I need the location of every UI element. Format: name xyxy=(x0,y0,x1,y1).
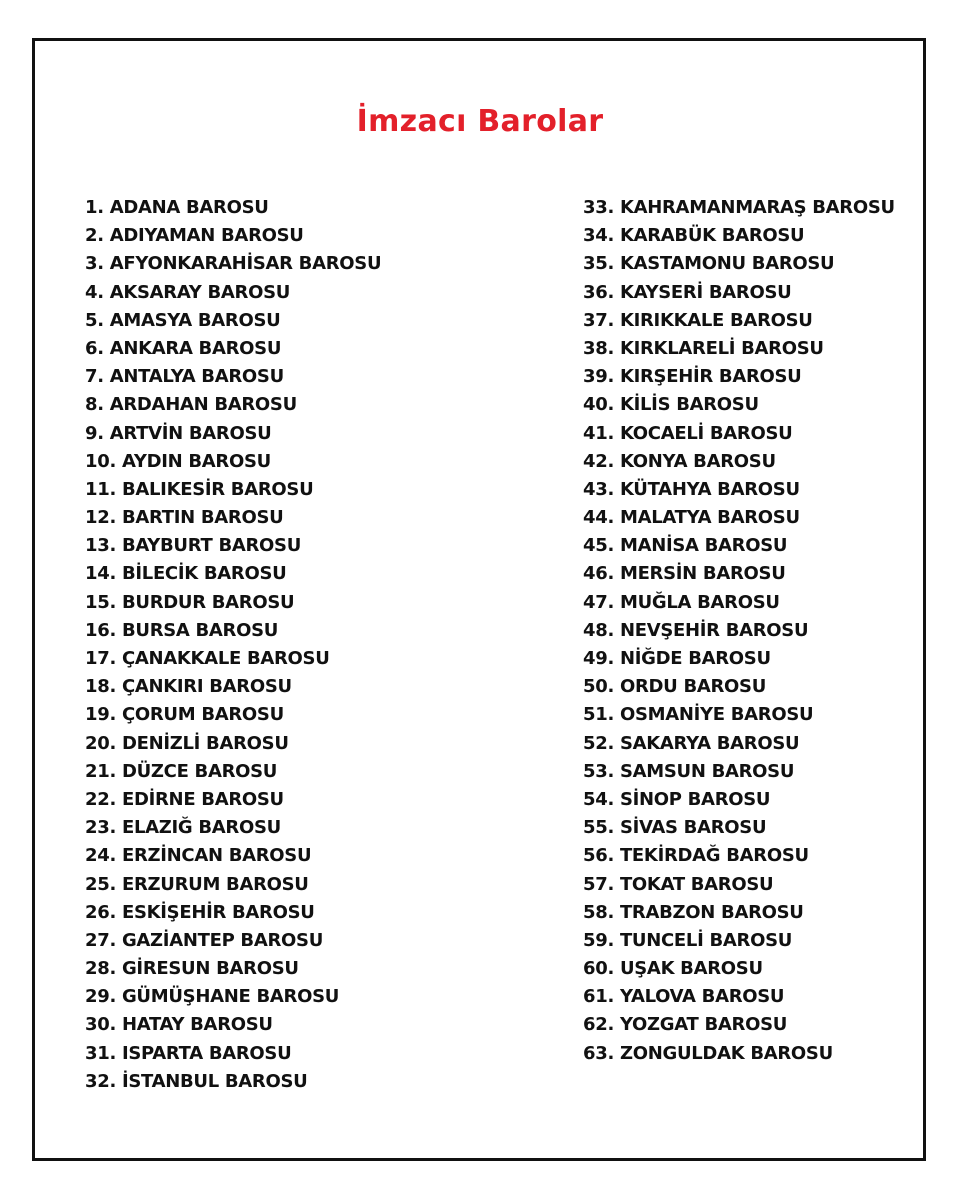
list-item: 5. AMASYA BAROSU xyxy=(85,309,281,331)
list-item: 23. ELAZIĞ BAROSU xyxy=(85,817,281,839)
list-item: 44. MALATYA BAROSU xyxy=(583,507,800,529)
list-item: 11. BALIKESİR BAROSU xyxy=(85,478,314,500)
list-item: 30. HATAY BAROSU xyxy=(85,1014,273,1036)
list-item: 48. NEVŞEHİR BAROSU xyxy=(583,619,809,641)
list-item: 28. GİRESUN BAROSU xyxy=(85,958,299,980)
list-item: 25. ERZURUM BAROSU xyxy=(85,873,309,895)
list-item: 20. DENİZLİ BAROSU xyxy=(85,732,289,754)
page-title: İmzacı Barolar xyxy=(356,104,604,140)
bar-list-left-column xyxy=(85,194,381,1096)
list-item: 62. YOZGAT BAROSU xyxy=(583,1014,788,1036)
list-item: 40. KİLİS BAROSU xyxy=(583,394,759,416)
list-item: 53. SAMSUN BAROSU xyxy=(583,760,795,782)
list-item: 38. KIRKLARELİ BAROSU xyxy=(583,337,824,359)
list-item: 63. ZONGULDAK BAROSU xyxy=(583,1042,833,1064)
list-item: 6. ANKARA BAROSU xyxy=(85,337,282,359)
list-item: 31. ISPARTA BAROSU xyxy=(85,1042,292,1064)
list-item: 19. ÇORUM BAROSU xyxy=(85,704,284,726)
list-item: 61. YALOVA BAROSU xyxy=(583,986,785,1008)
bar-list-right-column xyxy=(583,194,895,1068)
list-item: 17. ÇANAKKALE BAROSU xyxy=(85,648,330,669)
list-item: 15. BURDUR BAROSU xyxy=(85,591,295,613)
list-item: 35. KASTAMONU BAROSU xyxy=(583,253,835,275)
list-item: 14. BİLECİK BAROSU xyxy=(85,563,287,585)
list-item: 12. BARTIN BAROSU xyxy=(85,507,284,529)
list-item: 1. ADANA BAROSU xyxy=(85,197,269,218)
list-item: 54. SİNOP BAROSU xyxy=(583,788,771,810)
list-item: 41. KOCAELİ BAROSU xyxy=(583,422,793,444)
list-item: 55. SİVAS BAROSU xyxy=(583,817,767,839)
list-item: 56. TEKİRDAĞ BAROSU xyxy=(583,845,809,867)
list-item: 46. MERSİN BAROSU xyxy=(583,563,786,585)
list-item: 7. ANTALYA BAROSU xyxy=(85,366,284,388)
list-item: 52. SAKARYA BAROSU xyxy=(583,732,800,754)
list-item: 43. KÜTAHYA BAROSU xyxy=(583,478,800,500)
list-item: 3. AFYONKARAHİSAR BAROSU xyxy=(85,253,382,275)
list-item: 22. EDİRNE BAROSU xyxy=(85,788,284,810)
list-item: 18. ÇANKIRI BAROSU xyxy=(85,676,292,698)
list-item: 57. TOKAT BAROSU xyxy=(583,873,774,895)
list-item: 58. TRABZON BAROSU xyxy=(583,901,804,923)
list-item: 13. BAYBURT BAROSU xyxy=(85,535,302,557)
list-item: 36. KAYSERİ BAROSU xyxy=(583,281,792,303)
list-item: 9. ARTVİN BAROSU xyxy=(85,422,272,444)
list-item: 32. İSTANBUL BAROSU xyxy=(85,1070,308,1092)
list-item: 42. KONYA BAROSU xyxy=(583,450,776,472)
list-item: 49. NİĞDE BAROSU xyxy=(583,648,771,669)
list-item: 34. KARABÜK BAROSU xyxy=(583,225,805,247)
list-item: 45. MANİSA BAROSU xyxy=(583,535,788,557)
list-item: 4. AKSARAY BAROSU xyxy=(85,281,291,303)
list-item: 47. MUĞLA BAROSU xyxy=(583,591,780,613)
list-item: 60. UŞAK BAROSU xyxy=(583,958,763,980)
list-item: 21. DÜZCE BAROSU xyxy=(85,760,278,782)
list-item: 26. ESKİŞEHİR BAROSU xyxy=(85,901,315,923)
list-item: 10. AYDIN BAROSU xyxy=(85,450,271,472)
list-item: 2. ADIYAMAN BAROSU xyxy=(85,225,304,247)
list-item: 27. GAZİANTEP BAROSU xyxy=(85,929,324,951)
list-item: 33. KAHRAMANMARAŞ BAROSU xyxy=(583,197,895,218)
list-item: 16. BURSA BAROSU xyxy=(85,619,279,641)
list-item: 39. KIRŞEHİR BAROSU xyxy=(583,366,802,388)
list-item: 29. GÜMÜŞHANE BAROSU xyxy=(85,986,340,1008)
list-item: 37. KIRIKKALE BAROSU xyxy=(583,309,813,331)
list-item: 8. ARDAHAN BAROSU xyxy=(85,394,297,416)
list-item: 51. OSMANİYE BAROSU xyxy=(583,704,814,726)
list-item: 59. TUNCELİ BAROSU xyxy=(583,929,793,951)
list-item: 24. ERZİNCAN BAROSU xyxy=(85,845,312,867)
list-item: 50. ORDU BAROSU xyxy=(583,676,767,698)
